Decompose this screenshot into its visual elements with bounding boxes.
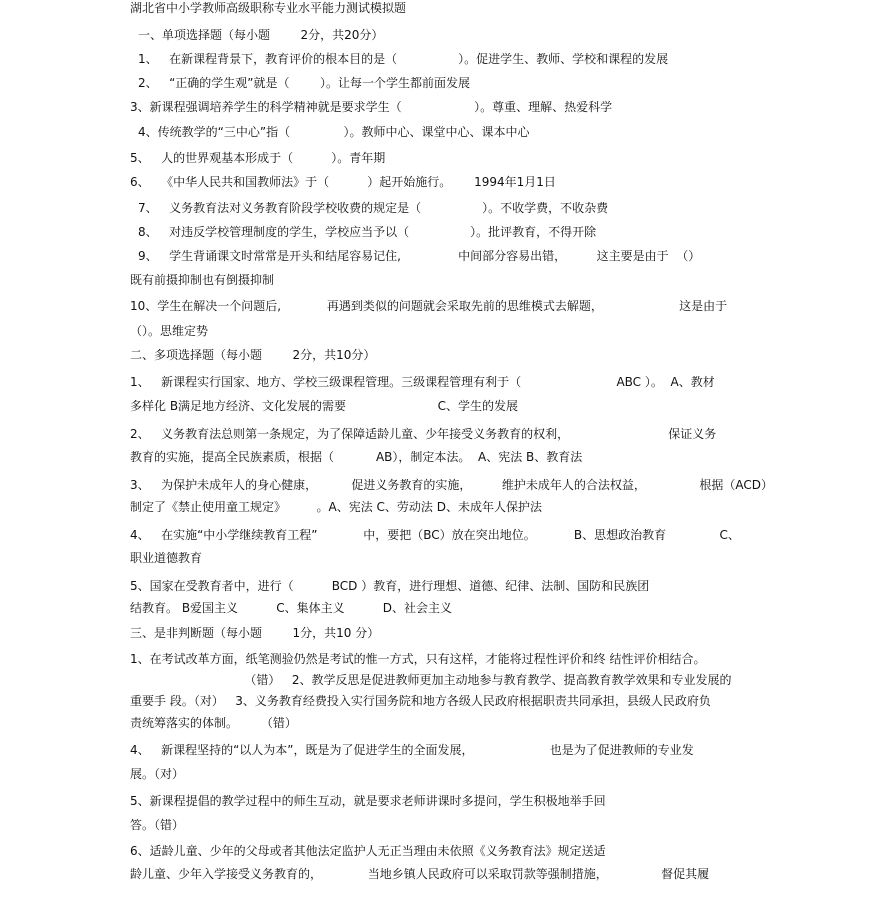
question-text: 5、国家在受教育者中，进行（ BCD ）教育，进行理想、道德、纪律、法制、国防和民族团	[130, 579, 650, 593]
question-text: 6、 《中华人民共和国教师法》于（ ）起开始施行。 1994年1月1日	[130, 175, 556, 189]
question-text: 1、在考试改革方面，纸笔测验仍然是考试的惟一方式，只有这样，才能将过程性评价和终 结性评价相结合。	[130, 652, 706, 666]
question-text: 5、新课程提倡的教学过程中的师生互动，就是要求老师讲课时多提问，学生积极地举手回	[130, 794, 606, 808]
question-text: 职业道德教育	[130, 551, 203, 565]
question-text: 4、 在实施“中小学继续教育工程” 中，要把（BC）放在突出地位。 B、思想政治教育 C、	[130, 528, 740, 542]
question-text: 6、适龄儿童、少年的父母或者其他法定监护人无正当理由未依照《义务教育法》规定送适	[130, 844, 606, 858]
section-heading-single-choice: 一、单项选择题（每小题 2分，共20分）	[138, 28, 384, 42]
question-text: 3、新课程强调培养学生的科学精神就是要求学生（ ）。尊重、理解、热爱科学	[130, 100, 613, 114]
question-text: 龄儿童、少年入学接受义务教育的， 当地乡镇人民政府可以采取罚款等强制措施， 督促其履	[130, 867, 710, 881]
question-text: 5、 人的世界观基本形成于（ ）。青年期	[130, 151, 386, 165]
question-text: 多样化 B满足地方经济、文化发展的需要 C、学生的发展	[130, 399, 518, 413]
question-text: 2、 义务教育法总则第一条规定，为了保障适龄儿童、少年接受义务教育的权利， 保证义务	[130, 427, 717, 441]
question-text: 8、 对违反学校管理制度的学生，学校应当予以（ ）。批评教育，不得开除	[138, 225, 597, 239]
document-title: 湖北省中小学教师高级职称专业水平能力测试模拟题	[130, 1, 407, 15]
question-text: （）。思维定势	[130, 324, 209, 338]
question-text: 10、学生在解决一个问题后, 再遇到类似的问题就会采取先前的思维模式去解题， 这是由于	[130, 299, 728, 313]
question-text: 重要手 段。（对） 3、义务教育经费投入实行国务院和地方各级人民政府根据职责共同承担，县级人民政府负	[130, 694, 711, 708]
question-text: （错） 2、教学反思是促进教师更加主动地参与教育教学、提高教育教学效果和专业发展的	[130, 673, 732, 687]
section-heading-true-false: 三、是非判断题（每小题 1分，共10 分）	[130, 626, 380, 640]
question-text: 9、 学生背诵课文时常常是开头和结尾容易记住, 中间部分容易出错， 这主要是由于 （）	[138, 249, 701, 263]
question-text: 展。（对）	[130, 767, 185, 781]
question-text: 3、 为保护未成年人的身心健康， 促进义务教育的实施， 维护未成年人的合法权益， 根据（ACD）	[130, 478, 773, 492]
section-heading-multiple-choice: 二、多项选择题（每小题 2分，共10分）	[130, 348, 376, 362]
question-text: 2、 “正确的学生观”就是（ ）。让每一个学生都前面发展	[138, 76, 471, 90]
question-text: 1、 在新课程背景下，教育评价的根本目的是（ ）。促进学生、教师、学校和课程的发展	[138, 52, 669, 66]
question-text: 答。（错）	[130, 818, 185, 832]
question-text: 结教育。 B爱国主义 C、集体主义 D、社会主义	[130, 601, 452, 615]
question-text: 制定了《禁止使用童工规定》 。A、宪法 C、劳动法 D、未成年人保护法	[130, 500, 542, 514]
question-text: 4、传统教学的“三中心”指（ ）。教师中心、课堂中心、课本中心	[138, 125, 530, 139]
question-text: 7、 义务教育法对义务教育阶段学校收费的规定是（ ）。不收学费，不收杂费	[138, 201, 609, 215]
question-text: 既有前摄抑制也有倒摄抑制	[130, 273, 275, 287]
question-text: 4、 新课程坚持的“以人为本”，既是为了促进学生的全面发展， 也是为了促进教师的专业发	[130, 743, 694, 757]
question-text: 1、 新课程实行国家、地方、学校三级课程管理。三级课程管理有利于（ ABC ）。 A、教材	[130, 375, 715, 389]
question-text: 教育的实施，提高全民族素质，根据（ AB），制定本法。 A、宪法 B、教育法	[130, 450, 583, 464]
question-text: 责统筹落实的体制。 （错）	[130, 716, 297, 730]
